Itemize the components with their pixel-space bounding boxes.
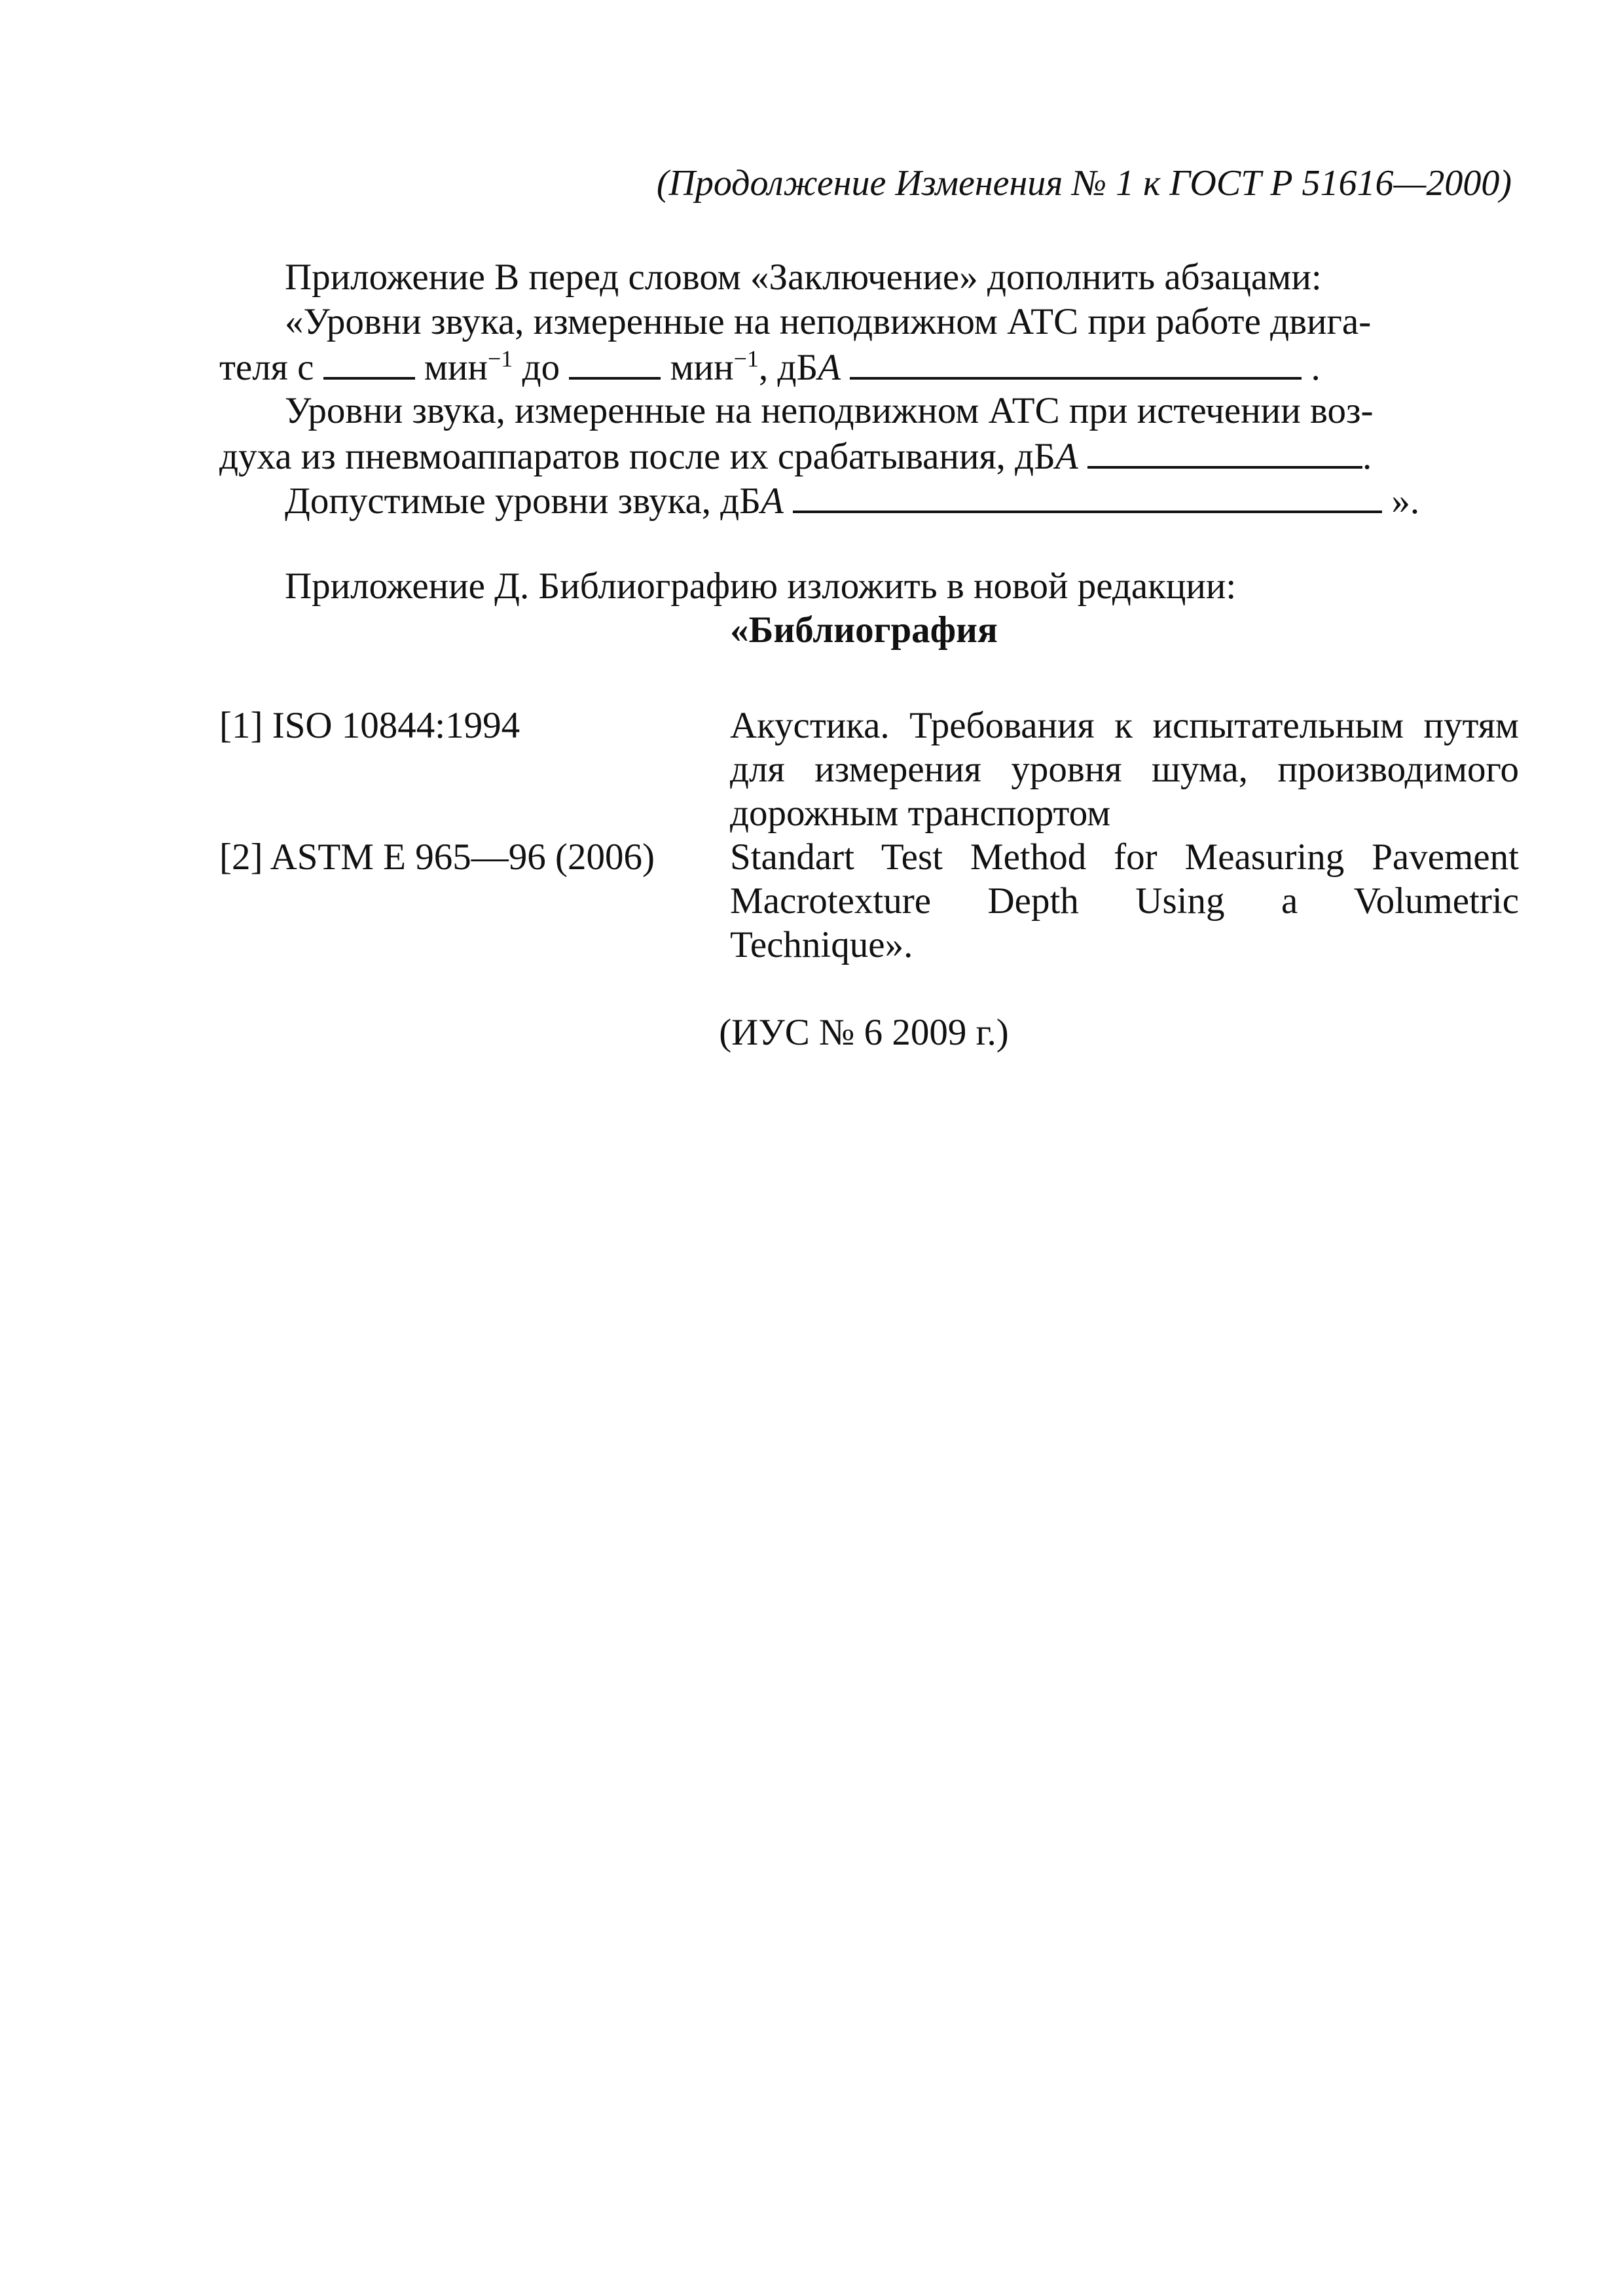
appendix-v-intro: Приложение В перед словом «Заключение» дополнить абзацами:	[285, 257, 1322, 298]
bibliography-title: «Библиография	[730, 609, 998, 651]
text-fragment: теля с	[219, 347, 314, 388]
text-fragment: мин	[424, 347, 488, 388]
text-fragment-italic: А	[1055, 436, 1078, 477]
superscript: −1	[488, 346, 513, 372]
ius-note: (ИУС № 6 2009 г.)	[719, 1012, 1009, 1053]
text-fragment-italic: А	[818, 347, 841, 388]
text-fragment: .	[1311, 347, 1321, 388]
text-fragment: ».	[1391, 480, 1420, 522]
appendix-v-line2	[219, 344, 1519, 390]
bibliography-desc: Standart Test Method for Measuring Pavement Macrotexture Depth Using a Volumetric Technique».	[730, 836, 1519, 965]
text-fragment: духа из пневмоаппаратов после их срабатывания, дБ	[219, 436, 1055, 477]
text-fragment: до	[522, 347, 560, 388]
bibliography-ref: [1] ISO 10844:1994	[219, 705, 520, 746]
text-fragment-italic: А	[761, 480, 784, 522]
appendix-v-line5	[219, 478, 1584, 524]
fill-blank	[850, 344, 1302, 380]
bibliography-ref: [2] ASTM E 965—96 (2006)	[219, 836, 655, 878]
appendix-v-line4	[219, 433, 1519, 479]
page-header: (Продолжение Изменения № 1 к ГОСТ Р 51616—2000)	[656, 163, 1512, 204]
text-fragment: мин	[670, 347, 734, 388]
fill-blank	[1087, 433, 1362, 469]
fill-blank	[323, 344, 415, 380]
appendix-d-intro: Приложение Д. Библиографию изложить в новой редакции:	[285, 565, 1237, 607]
fill-blank	[569, 344, 661, 380]
fill-blank	[793, 478, 1382, 513]
appendix-v-line1: «Уровни звука, измеренные на неподвижном АТС при работе двига-	[285, 301, 1372, 342]
text-fragment: , дБ	[758, 347, 818, 388]
text-fragment: .	[1362, 436, 1372, 477]
appendix-v-line3: Уровни звука, измеренные на неподвижном АТС при истечении воз-	[285, 390, 1374, 431]
bibliography-desc: Акустика. Требования к испытательным путям для измерения уровня шума, производимого дорожным транспортом	[730, 705, 1519, 834]
superscript: −1	[733, 346, 759, 372]
text-fragment: Допустимые уровни звука, дБ	[285, 480, 761, 522]
